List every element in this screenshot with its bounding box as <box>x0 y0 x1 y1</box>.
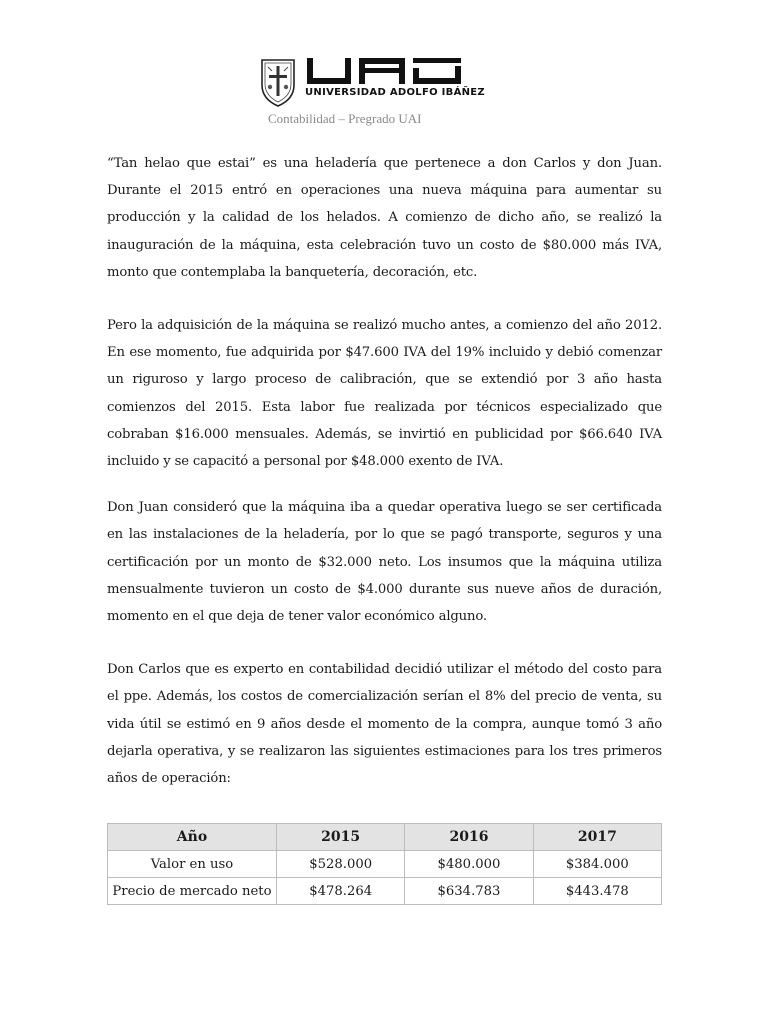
page-header <box>0 52 768 132</box>
table-header-cell: 2016 <box>405 824 533 851</box>
table-row-label: Precio de mercado neto <box>108 878 277 905</box>
course-subtitle: Contabilidad – Pregrado UAI <box>268 111 422 126</box>
table-cell: $634.783 <box>405 878 533 905</box>
table-header-row <box>108 824 662 851</box>
estimates-table <box>107 823 662 905</box>
paragraph-intro: “Tan helao que estai” es una heladería que pertenece a don Carlos y don Juan. Durante el 2015 entró en operaciones una nueva máquina para aumentar su producción y la calidad de los helados. A comienzo de dicho año, se realizó la inauguración de la máquina, esta celebración tuvo un costo de $80.000 más IVA, monto que contemplaba la banquetería, decoración, etc. <box>107 156 662 280</box>
paragraph-estimates: Don Carlos que es experto en contabilidad decidió utilizar el método del costo para el ppe. Además, los costos de comercialización serían el 8% del precio de venta, su vida útil se estimó en 9 años desde el momento de la compra, aunque tomó 3 año dejarla operativa, y se realizaron las siguientes estimaciones para los tres primeros años de operación: <box>107 662 662 787</box>
table-row-label: Valor en uso <box>108 851 277 878</box>
table-cell: $443.478 <box>533 878 661 905</box>
table-cell: $478.264 <box>277 878 405 905</box>
table-header-cell: 2017 <box>533 824 661 851</box>
table-header-cell: Año <box>108 824 277 851</box>
university-name: UNIVERSIDAD ADOLFO IBÁÑEZ <box>305 87 485 98</box>
table-cell: $384.000 <box>533 851 661 878</box>
table-row <box>108 851 662 878</box>
table-cell: $480.000 <box>405 851 533 878</box>
uai-wordmark-logo <box>305 56 473 86</box>
university-crest-logo <box>259 57 297 107</box>
document-body <box>107 150 662 792</box>
table-row <box>108 878 662 905</box>
paragraph-acquisition: Pero la adquisición de la máquina se realizó mucho antes, a comienzo del año 2012. En ese momento, fue adquirida por $47.600 IVA del 19% incluido y debió comenzar un riguroso y largo proceso de calibración, que se extendió por 3 año hasta comienzos del 2015. Esta labor fue realizada por técnicos especializado que cobraban $16.000 mensuales. Además, se invirtió en publicidad por $66.640 IVA incluido y se capacitó a personal por $48.000 exento de IVA. <box>107 318 662 470</box>
table-cell: $528.000 <box>277 851 405 878</box>
paragraph-certification: Don Juan consideró que la máquina iba a quedar operativa luego se ser certificada en las instalaciones de la heladería, por lo que se pagó transporte, seguros y una certificación por un monto de $32.000 neto. Los insumos que la máquina utiliza mensualmente tuvieron un costo de $4.000 durante sus nueve años de duración, momento en el que deja de tener valor económico alguno. <box>107 500 662 625</box>
table-header-cell: 2015 <box>277 824 405 851</box>
